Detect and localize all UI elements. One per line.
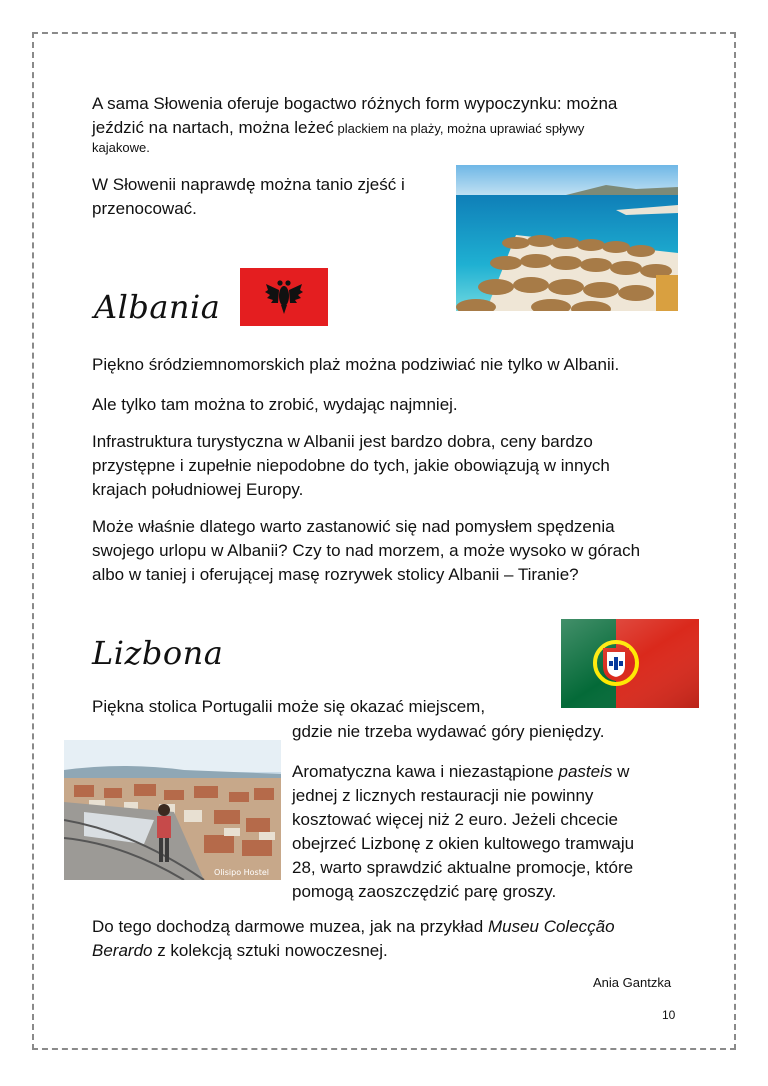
- lisbon-col-line-6: pomogą zaoszczędzić parę groszy.: [292, 882, 557, 901]
- cheap-line-2: przenocować.: [92, 199, 197, 218]
- museum-line-1: Do tego dochodzą darmowe muzea, jak na przykład Museu Colecção: [92, 917, 615, 936]
- lisbon-col-line-5: 28, warto sprawdzić aktualne promocje, które: [292, 858, 634, 877]
- albania-flag: [240, 268, 328, 326]
- museum-line-2: Berardo z kolekcją sztuki nowoczesnej.: [92, 941, 388, 960]
- albania-paragraph-4-line-3: albo w taniej i oferującej masę rozrywek stolicy Albanii – Tiranie?: [92, 565, 579, 584]
- intro-line-1: A sama Słowenia oferuje bogactwo różnych form wypoczynku: można: [92, 94, 618, 113]
- page-number: 10: [662, 1008, 676, 1022]
- albania-paragraph-3-line-3: krajach południowej Europy.: [92, 480, 304, 499]
- albania-paragraph-1: Piękno śródziemnomorskich plaż można podziwiać nie tylko w Albanii.: [92, 355, 620, 374]
- lisbon-col-line-4: obejrzeć Lizbonę z okien kultowego tramwaju: [292, 834, 635, 853]
- lisbon-heading: Lizbona: [92, 634, 224, 672]
- albania-paragraph-2: Ale tylko tam można to zrobić, wydając najmniej.: [92, 395, 458, 414]
- lisbon-col-line-2: jednej z licznych restauracji nie powinny: [292, 786, 594, 805]
- lisbon-line-1: Piękna stolica Portugalii może się okazać miejscem,: [92, 697, 486, 716]
- beach-photo: [456, 165, 678, 311]
- lisbon-line-2: gdzie nie trzeba wydawać góry pieniędzy.: [292, 722, 605, 741]
- author-name: Ania Gantzka: [593, 975, 672, 990]
- cheap-line-1: W Słowenii naprawdę można tanio zjeść i: [92, 175, 405, 194]
- albania-paragraph-3-line-1: Infrastruktura turystyczna w Albanii jest bardzo dobra, ceny bardzo: [92, 432, 593, 451]
- albania-heading: Albania: [94, 288, 221, 326]
- albania-paragraph-4-line-2: swojego urlopu w Albanii? Czy to nad morzem, a może wysoko w górach: [92, 541, 641, 560]
- lisbon-photo: [64, 740, 281, 880]
- portugal-flag: [561, 619, 699, 708]
- photo-watermark: Olisipo Hostel: [214, 868, 270, 877]
- lisbon-col-line-3: kosztować więcej niż 2 euro. Jeżeli chcecie: [292, 810, 618, 829]
- albania-paragraph-3-line-2: przystępne i zupełnie niepodobne do tych, jakie obowiązują w innych: [92, 456, 610, 475]
- intro-line-2: jeździć na nartach, można leżeć plackiem na plaży, można uprawiać spływy: [92, 118, 585, 137]
- albania-paragraph-4-line-1: Może właśnie dlatego warto zastanowić się nad pomysłem spędzenia: [92, 517, 615, 536]
- intro-line-3: kajakowe.: [92, 140, 150, 155]
- lisbon-col-line-1: Aromatyczna kawa i niezastąpione pasteis w: [292, 762, 630, 781]
